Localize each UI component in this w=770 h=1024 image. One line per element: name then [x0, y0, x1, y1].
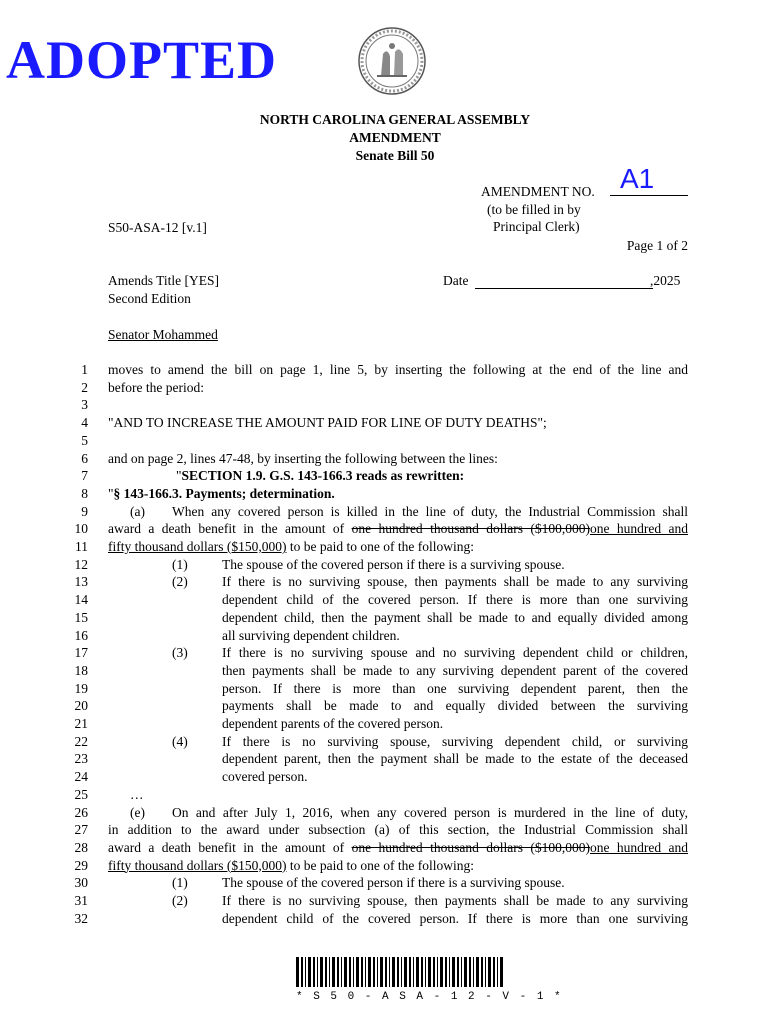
barcode-bar [397, 957, 399, 987]
line-text: " [176, 468, 182, 484]
body-line [222, 681, 688, 697]
line-number: 23 [74, 751, 88, 767]
line-number: 21 [74, 716, 88, 731]
line-text: dependent child of the covered person. If there is more than one surviving [222, 910, 688, 926]
line-number: 1 [81, 362, 88, 377]
line-text: If there is no surviving spouse, surviving dependent child, or surviving [222, 733, 688, 749]
line-number: 20 [74, 698, 88, 714]
barcode-bar [452, 957, 455, 987]
barcode-bar [497, 957, 498, 987]
barcode-bar [464, 957, 467, 987]
barcode-bar [361, 957, 363, 987]
body-line [108, 486, 688, 502]
body-line [108, 539, 688, 555]
line-text: SECTION 1.9. G.S. 143-166.3 reads as rewritten: [181, 468, 465, 484]
edition: Second Edition [108, 291, 191, 306]
body-line [108, 362, 688, 378]
line-number: 15 [74, 609, 88, 625]
line-number: 26 [74, 804, 88, 820]
body-line [176, 468, 756, 484]
barcode-image [296, 957, 504, 995]
line-number: 14 [74, 592, 88, 608]
senator-name: Senator Mohammed [108, 327, 218, 342]
barcode-bar [344, 957, 347, 987]
body-line [222, 769, 688, 785]
line-text: (e) On and after July 1, 2016, when any covered person is murdered in the line of duty, [130, 804, 688, 820]
barcode-bar [385, 957, 387, 987]
line-number: 32 [74, 910, 88, 926]
line-text: award a death benefit in the amount of [108, 521, 352, 537]
line-number: 11 [75, 539, 88, 554]
body-line [222, 574, 688, 590]
amendment-note-2: Principal Clerk) [493, 219, 580, 234]
barcode-bar [488, 957, 491, 987]
barcode-bar [493, 957, 495, 987]
line-number: 31 [74, 893, 88, 908]
line-text: then payments shall be made to any surviving dependent parent of the covered [222, 662, 688, 678]
barcode-bar [404, 957, 407, 987]
barcode-bar [349, 957, 351, 987]
line-text: all surviving dependent children. [222, 627, 400, 643]
barcode-bar [476, 957, 479, 987]
barcode-bar [301, 957, 303, 987]
barcode-bar [500, 957, 503, 987]
line-number: 3 [81, 397, 88, 413]
barcode-bar [392, 957, 395, 987]
inserted-text: fifty thousand dollars ($150,000) [108, 539, 287, 554]
line-text: dependent parents of the covered person. [222, 716, 444, 731]
line-number: 13 [74, 574, 88, 590]
date-year: ,2025 [650, 273, 681, 288]
amendment-note-1: (to be filled in by [487, 202, 581, 217]
line-number: 8 [81, 485, 88, 501]
body-line [222, 751, 688, 767]
barcode-bar [332, 957, 335, 987]
item-label: (2) [172, 893, 188, 908]
line-text: § 143-166.3. Payments; determination. [113, 485, 335, 501]
barcode-bar [421, 957, 423, 987]
barcode-text: * S 5 0 - A S A - 1 2 - V - 1 * [296, 991, 563, 1003]
barcode-bar [416, 957, 419, 987]
line-number: 7 [81, 468, 88, 484]
body-line [222, 557, 688, 573]
item-label: (3) [172, 645, 188, 661]
body-line [130, 787, 710, 803]
amendment-no-label: AMENDMENT NO. [481, 184, 595, 199]
line-number: 25 [74, 786, 88, 802]
barcode-bar [329, 957, 330, 987]
line-number: 6 [81, 450, 88, 466]
line-number: 5 [81, 432, 88, 448]
line-number: 2 [81, 379, 88, 395]
line-text: in addition to the award under subsection (a) of this section, the Industrial Commission shall [108, 822, 688, 838]
barcode-bar [341, 957, 342, 987]
line-text: award a death benefit in the amount of [108, 839, 352, 855]
line-text: dependent child of the covered person. If there is more than one surviving [222, 592, 688, 608]
barcode-bar [317, 957, 318, 987]
barcode-bar [373, 957, 375, 987]
barcode-bar [377, 957, 378, 987]
barcode-bar [457, 957, 459, 987]
body-line [222, 875, 688, 891]
barcode-bar [356, 957, 359, 987]
date-line [475, 287, 653, 289]
deleted-text: one hundred thousand dollars ($100,000) [351, 521, 590, 537]
line-number: 27 [74, 822, 88, 838]
body-line [222, 893, 688, 909]
barcode-bar [469, 957, 471, 987]
barcode-bar [325, 957, 327, 987]
body-line [222, 911, 688, 927]
line-text: dependent child, then the payment shall be made to and equally divided among [222, 609, 688, 625]
inserted-text: fifty thousand dollars ($150,000) [108, 857, 287, 873]
line-text: (a) When any covered person is killed in the line of duty, the Industrial Commission shall [130, 503, 688, 519]
body-line [108, 521, 688, 537]
item-label: (1) [172, 875, 188, 891]
item-label: (4) [172, 733, 188, 749]
barcode-bar [481, 957, 483, 987]
line-number: 24 [74, 769, 88, 785]
barcode-bar [305, 957, 306, 987]
body-line [108, 858, 688, 874]
body-line [108, 380, 688, 396]
adopted-stamp: ADOPTED [6, 30, 278, 90]
line-text: to be paid to one of the following: [286, 539, 474, 554]
assembly-heading: NORTH CAROLINA GENERAL ASSEMBLY [259, 112, 531, 127]
body-line [108, 822, 688, 838]
line-text: payments shall be made to and equally divided between the surviving [222, 698, 688, 714]
item-label: (1) [172, 556, 188, 572]
line-number: 29 [74, 857, 88, 873]
line-text: … [130, 786, 144, 802]
line-text: covered person. [222, 769, 308, 785]
state-seal-icon [357, 26, 427, 96]
body-line [130, 504, 688, 520]
amendment-heading: AMENDMENT [349, 130, 441, 145]
line-number: 28 [74, 839, 88, 855]
barcode-bar [449, 957, 450, 987]
barcode-bar [313, 957, 315, 987]
barcode-bar [296, 957, 299, 987]
line-text: If there is no surviving spouse, then payments shall be made to any surviving [222, 893, 688, 908]
deleted-text: one hundred thousand dollars ($100,000) [351, 839, 590, 855]
body-line [222, 698, 688, 714]
line-text: moves to amend the bill on page 1, line 5, by inserting the following at the end of the line and [108, 362, 688, 377]
body-line [222, 716, 688, 732]
barcode-bar [368, 957, 371, 987]
line-number: 17 [74, 645, 88, 661]
line-number: 10 [74, 521, 88, 537]
barcode-bar [320, 957, 323, 987]
barcode-bar [389, 957, 390, 987]
line-number: 19 [74, 680, 88, 696]
body-line [108, 415, 688, 431]
inserted-text: one hundred and [589, 521, 688, 537]
barcode-bar [409, 957, 411, 987]
barcode-bar [413, 957, 414, 987]
barcode-bar [425, 957, 426, 987]
line-text: "AND TO INCREASE THE AMOUNT PAID FOR LINE OF DUTY DEATHS"; [108, 415, 547, 431]
amends-title: Amends Title [YES] [108, 273, 220, 288]
line-number: 9 [81, 503, 88, 519]
barcode-bar [461, 957, 462, 987]
body-line [108, 451, 688, 467]
body-line [130, 805, 688, 821]
line-number: 12 [74, 556, 88, 572]
line-number: 16 [74, 627, 88, 643]
inserted-text: one hundred and [589, 839, 688, 855]
line-text: The spouse of the covered person if there is a surviving spouse. [222, 556, 565, 572]
date-label: Date [443, 273, 469, 288]
barcode-bar [440, 957, 443, 987]
line-text: before the period: [108, 379, 204, 395]
barcode-bar [380, 957, 383, 987]
item-label: (2) [172, 574, 188, 590]
page-indicator: Page 1 of 2 [626, 238, 688, 253]
line-number: 4 [81, 415, 88, 431]
amendment-number: A1 [620, 163, 655, 194]
body-line [222, 610, 688, 626]
line-text: to be paid to one of the following: [286, 857, 474, 873]
amendment-code: S50-ASA-12 [v.1] [108, 220, 207, 235]
line-number: 30 [74, 875, 88, 891]
barcode-bar [437, 957, 438, 987]
barcode-bar [353, 957, 354, 987]
body-line [222, 645, 688, 661]
line-text: If there is no surviving spouse and no surviving dependent child or children, [222, 645, 688, 661]
body-line [108, 840, 688, 856]
barcode-bar [473, 957, 474, 987]
line-number: 18 [74, 662, 88, 678]
line-text: and on page 2, lines 47-48, by inserting the following between the lines: [108, 450, 498, 466]
line-text: " [108, 485, 114, 501]
line-text: The spouse of the covered person if there is a surviving spouse. [222, 875, 565, 891]
barcode-bar [337, 957, 339, 987]
body-line [222, 592, 688, 608]
barcode-bar [445, 957, 447, 987]
body-line [222, 663, 688, 679]
line-number: 22 [74, 733, 88, 749]
barcode-bar [428, 957, 431, 987]
barcode-bar [308, 957, 311, 987]
line-text: dependent parent, then the payment shall be made to the estate of the deceased [222, 751, 688, 767]
bill-heading: Senate Bill 50 [355, 148, 435, 163]
barcode-bar [401, 957, 402, 987]
barcode-bar [365, 957, 366, 987]
body-line [222, 734, 688, 750]
line-text: person. If there is more than one surviving dependent parent, then the [222, 680, 688, 696]
line-text: If there is no surviving spouse, then payments shall be made to any surviving [222, 574, 688, 590]
barcode-bar [485, 957, 486, 987]
barcode-bar [433, 957, 435, 987]
body-line [222, 628, 688, 644]
